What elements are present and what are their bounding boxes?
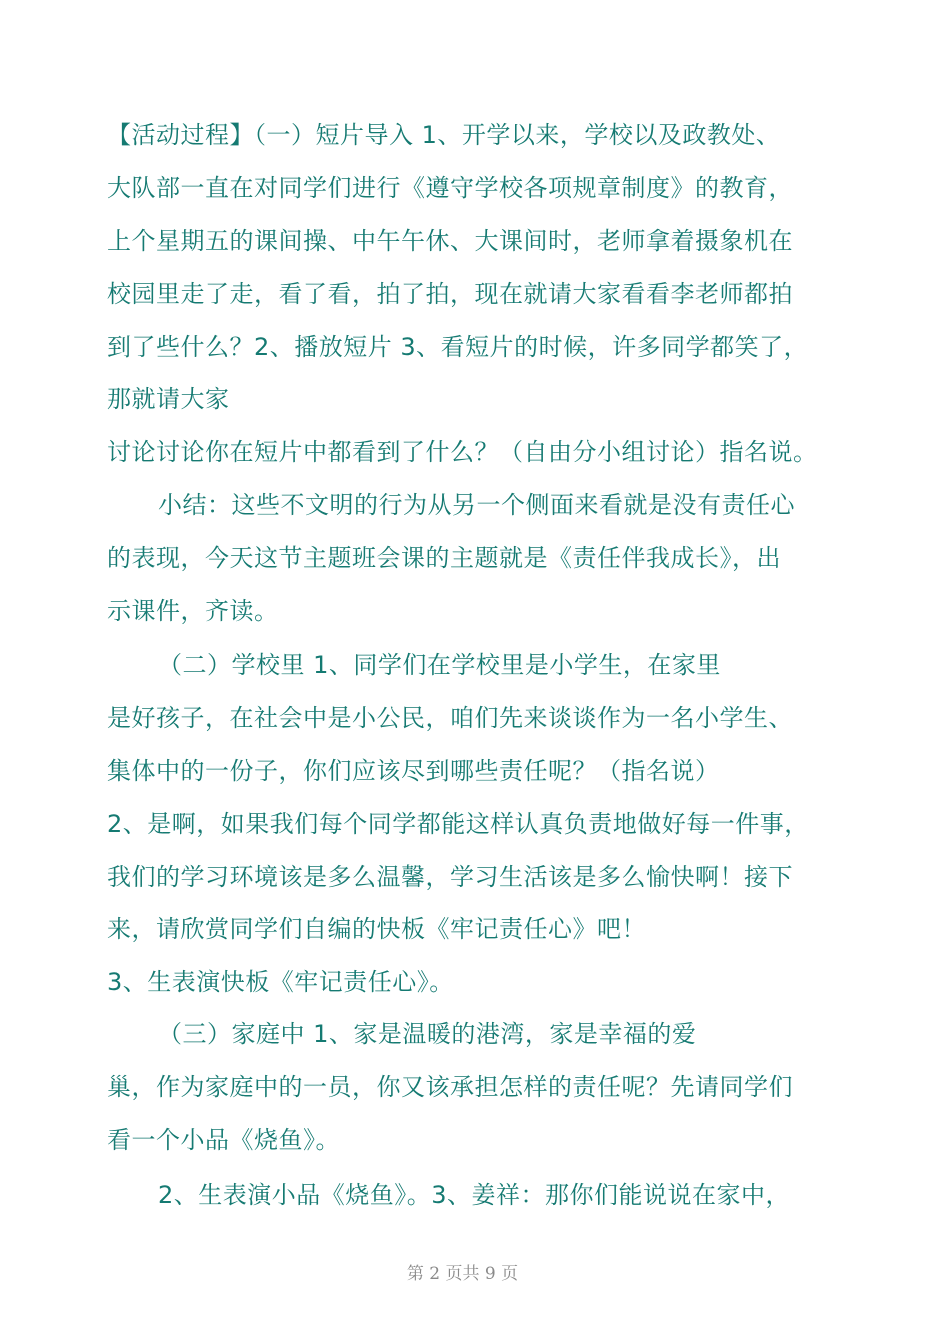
text-line: 2、是啊，如果我们每个同学都能这样认真负责地做好每一件事， [107,810,809,838]
text-line: 示课件，齐读。 [107,597,279,625]
text-line: （二）学校里 1、同学们在学校里是小学生，在家里 [158,651,721,679]
text-line: 的表现，今天这节主题班会课的主题就是《责任伴我成长》，出 [107,544,781,572]
text-line: 校园里走了走，看了看，拍了拍，现在就请大家看看李老师都拍 [107,280,793,308]
text-line: 【活动过程】（一）短片导入 1、开学以来，学校以及政教处、 [107,121,781,149]
text-line: 看一个小品《烧鱼》。 [107,1126,340,1154]
page-number: 第 2 页共 9 页 [406,1264,519,1284]
text-line: （三）家庭中 1、家是温暖的港湾，家是幸福的爱 [158,1020,697,1048]
text-line: 讨论讨论你在短片中都看到了什么？（自由分小组讨论）指名说。 [107,438,818,466]
text-line: 是好孩子，在社会中是小公民，咱们先来谈谈作为一名小学生、 [107,704,793,732]
text-line: 那就请大家 [107,385,230,413]
text-line: 小结：这些不文明的行为从另一个侧面来看就是没有责任心 [158,491,795,519]
text-line: 巢，作为家庭中的一员，你又该承担怎样的责任呢？先请同学们 [107,1073,793,1101]
text-line: 来，请欣赏同学们自编的快板《牢记责任心》吧！ [107,915,646,943]
text-line: 我们的学习环境该是多么温馨，学习生活该是多么愉快啊！接下 [107,863,793,891]
text-line: 3、生表演快板《牢记责任心》。 [107,968,454,996]
text-line: 集体中的一份子，你们应该尽到哪些责任呢？（指名说） [107,757,720,785]
text-line: 上个星期五的课间操、中午午休、大课间时，老师拿着摄象机在 [107,227,793,255]
text-line: 2、生表演小品《烧鱼》。3、姜祥：那你们能说说在家中， [158,1181,791,1209]
text-line: 大队部一直在对同学们进行《遵守学校各项规章制度》的教育， [107,174,793,202]
text-line: 到了些什么？2、播放短片 3、看短片的时候，许多同学都笑了， [107,333,809,361]
